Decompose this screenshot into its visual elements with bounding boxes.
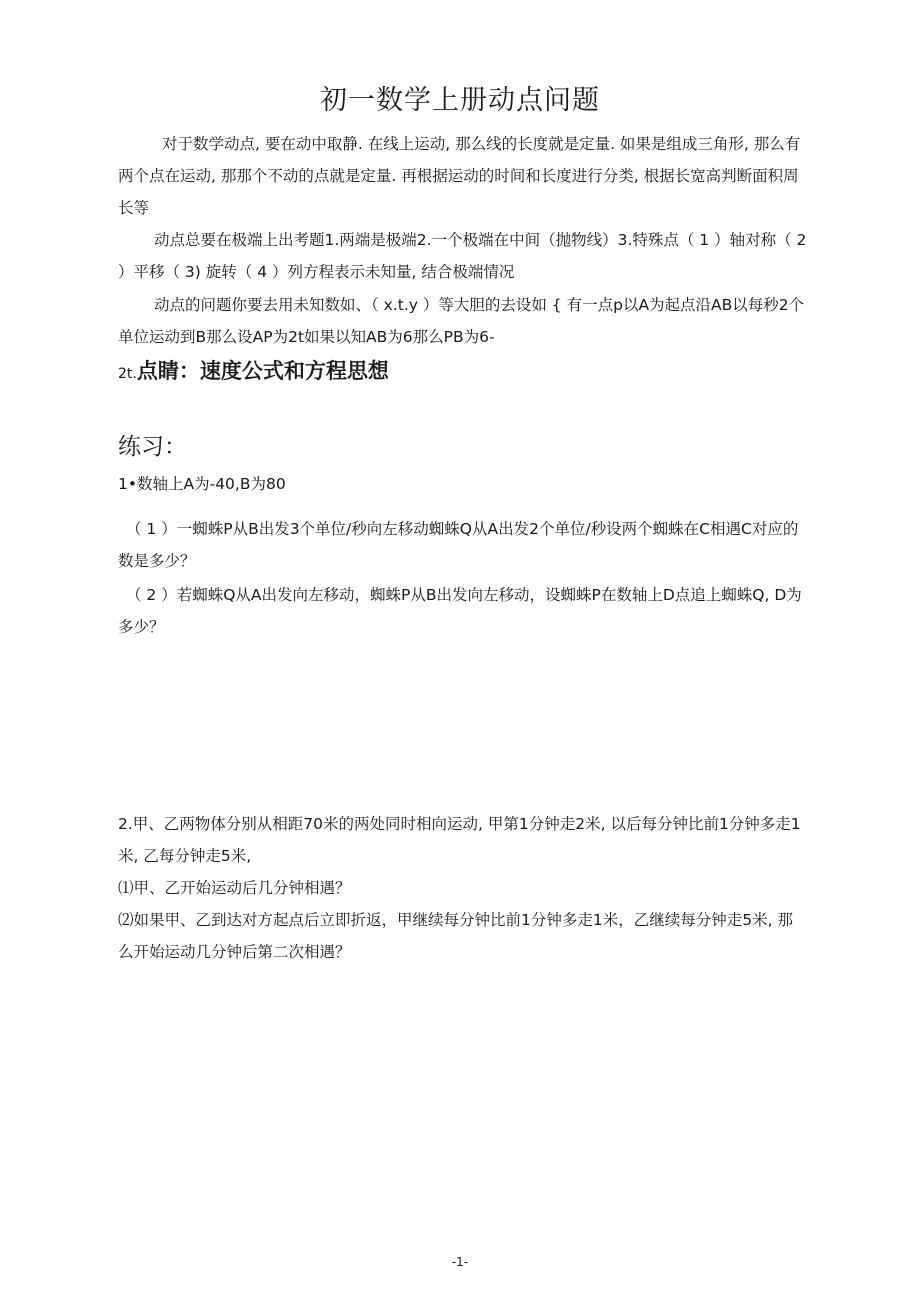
intro-paragraph-2: 动点总要在极端上出考题1.两端是极端2.一个极端在中间（抛物线）3.特殊点（ 1 ）轴对称（ 2 ）平移（ 3) 旋转（ 4 ）列方程表示未知量, 结合极端情况: [118, 231, 807, 281]
question-1-part-1: （ 1 ）一蜘蛛P从B出发3个单位/秒向左移动蜘蛛Q从A出发2个单位/秒设两个蜘蛛在C相遇C对应的数是多少？: [118, 520, 799, 570]
page-title: 初一数学上册动点问题: [320, 85, 600, 116]
question-2-part-2: ⑵如果甲、乙到达对方起点后立即折返，甲继续每分钟比前1分钟多走1米，乙继续每分钟走5米, 那么开始运动几分钟后第二次相遇？: [118, 911, 793, 961]
tip-text: 点睛：速度公式和方程思想: [136, 359, 389, 383]
intro-paragraph-3: 动点的问题你要去用未知数如、（ x.t.y ）等大胆的去设如 { 有一点p以A为起点沿AB以每秒2个单位运动到B那么设AP为2t如果以知AB为6那么PB为6-: [118, 296, 805, 346]
tip-heading: [118, 355, 389, 385]
question-1-part-2: （ 2 ）若蜘蛛Q从A出发向左移动，蜘蛛P从B出发向左移动，设蜘蛛P在数轴上D点追上蜘蛛Q, D为多少？: [118, 586, 802, 636]
intro-paragraph-1: 对于数学动点, 要在动中取静. 在线上运动, 那么线的长度就是定量. 如果是组成三角形, 那么有两个点在运动, 那那个不动的点就是定量. 再根据运动的时间和长度进行分类, 根据长宽高判断面积周长等: [118, 135, 801, 217]
question-2-stem: 2.甲、乙两物体分别从相距70米的两处同时相向运动, 甲第1分钟走2米, 以后每分钟比前1分钟多走1米, 乙每分钟走5米,: [118, 815, 801, 865]
tip-prefix: 2t.: [118, 366, 137, 382]
question-2-part-1: ⑴甲、乙开始运动后几分钟相遇？: [118, 879, 351, 897]
page-number: -1-: [451, 1255, 469, 1269]
practice-label: 练习：: [118, 434, 187, 460]
question-1-stem: 1•数轴上A为-40,B为80: [118, 475, 286, 493]
